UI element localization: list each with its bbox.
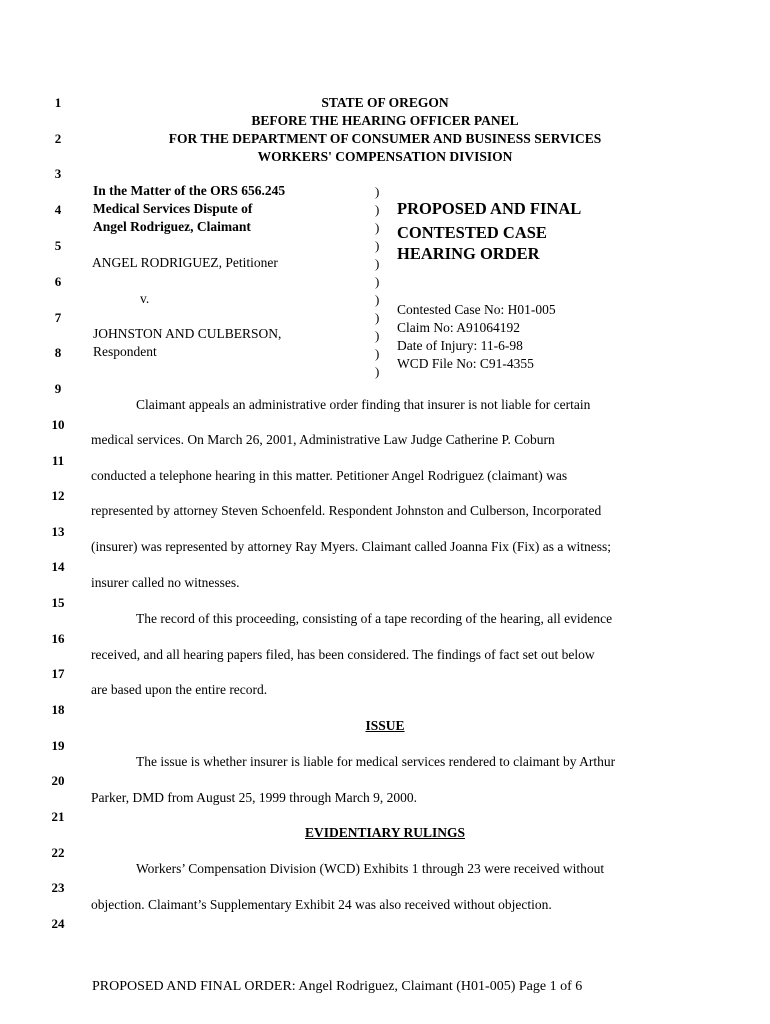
line-number: 5 — [54, 238, 62, 253]
header-line: STATE OF OREGON — [321, 95, 449, 110]
body-line: are based upon the entire record. — [91, 682, 268, 697]
body-line: Workers’ Compensation Division (WCD) Exhibits 1 through 23 were received without — [136, 861, 605, 876]
body-line: (insurer) was represented by attorney Ray Myers. Claimant called Joanna Fix (Fix) as a witness; — [91, 539, 611, 554]
order-title-line: PROPOSED AND FINAL — [397, 199, 582, 218]
line-number: 13 — [51, 524, 65, 539]
wcd-file-number: WCD File No: C91-4355 — [397, 356, 534, 371]
line-number: 1 — [54, 95, 62, 110]
line-number: 22 — [51, 845, 65, 860]
line-number: 8 — [54, 345, 62, 360]
paren: ) — [375, 184, 380, 199]
paren: ) — [375, 256, 380, 271]
line-number: 3 — [54, 166, 62, 181]
page-footer: PROPOSED AND FINAL ORDER: Angel Rodriguez, Claimant (H01-005) Page 1 of 6 — [92, 979, 583, 994]
paren: ) — [375, 238, 380, 253]
header-line: FOR THE DEPARTMENT OF CONSUMER AND BUSINESS SERVICES — [168, 131, 602, 146]
line-number: 9 — [54, 381, 62, 396]
matter-line: In the Matter of the ORS 656.245 — [93, 183, 286, 198]
paren: ) — [375, 292, 380, 307]
body-line: The record of this proceeding, consisting of a tape recording of the hearing, all evidence — [136, 611, 613, 626]
line-number: 14 — [51, 559, 65, 574]
header-line: WORKERS' COMPENSATION DIVISION — [257, 149, 513, 164]
section-heading: EVIDENTIARY RULINGS — [305, 825, 465, 840]
claim-number: Claim No: A91064192 — [397, 320, 521, 335]
line-number: 6 — [54, 274, 62, 289]
body-line: Parker, DMD from August 25, 1999 through March 9, 2000. — [91, 790, 418, 805]
paren: ) — [375, 310, 380, 325]
respondent-label: Respondent — [93, 344, 157, 359]
line-number: 20 — [51, 773, 65, 788]
section-heading: ISSUE — [365, 718, 405, 733]
paren: ) — [375, 364, 380, 379]
header-line: BEFORE THE HEARING OFFICER PANEL — [251, 113, 519, 128]
line-number: 16 — [51, 631, 65, 646]
petitioner-name: ANGEL RODRIGUEZ, Petitioner — [92, 255, 278, 270]
matter-line: Angel Rodriguez, Claimant — [93, 219, 251, 234]
line-number: 7 — [54, 310, 62, 325]
versus-text: v. — [140, 291, 150, 306]
respondent-name: JOHNSTON AND CULBERSON, — [93, 326, 282, 341]
order-title-line: CONTESTED CASE — [397, 223, 547, 242]
case-number: Contested Case No: H01-005 — [397, 302, 556, 317]
paren: ) — [375, 274, 380, 289]
injury-date: Date of Injury: 11-6-98 — [397, 338, 523, 353]
line-number: 2 — [54, 131, 62, 146]
line-number: 15 — [51, 595, 65, 610]
body-line: objection. Claimant’s Supplementary Exhibit 24 was also received without objection. — [91, 897, 552, 912]
line-number: 12 — [51, 488, 65, 503]
line-number: 17 — [51, 666, 65, 681]
line-number: 24 — [51, 916, 65, 931]
line-number: 4 — [54, 202, 62, 217]
line-number: 21 — [51, 809, 65, 824]
body-line: medical services. On March 26, 2001, Administrative Law Judge Catherine P. Coburn — [91, 432, 555, 447]
body-line: represented by attorney Steven Schoenfeld. Respondent Johnston and Culberson, Incorporated — [91, 503, 602, 518]
line-number: 11 — [51, 453, 65, 468]
paren: ) — [375, 202, 380, 217]
body-line: received, and all hearing papers filed, has been considered. The findings of fact set out below — [91, 647, 595, 662]
body-line: conducted a telephone hearing in this matter. Petitioner Angel Rodriguez (claimant) was — [91, 468, 568, 483]
matter-line: Medical Services Dispute of — [93, 201, 253, 216]
paren: ) — [375, 328, 380, 343]
line-number: 10 — [51, 417, 65, 432]
body-line: Claimant appeals an administrative order finding that insurer is not liable for certain — [136, 397, 591, 412]
line-number: 23 — [51, 880, 65, 895]
line-number: 19 — [51, 738, 65, 753]
body-line: insurer called no witnesses. — [91, 575, 240, 590]
paren: ) — [375, 346, 380, 361]
body-line: The issue is whether insurer is liable for medical services rendered to claimant by Arthur — [136, 754, 616, 769]
line-number: 18 — [51, 702, 65, 717]
order-title-line: HEARING ORDER — [397, 244, 540, 263]
paren: ) — [375, 220, 380, 235]
